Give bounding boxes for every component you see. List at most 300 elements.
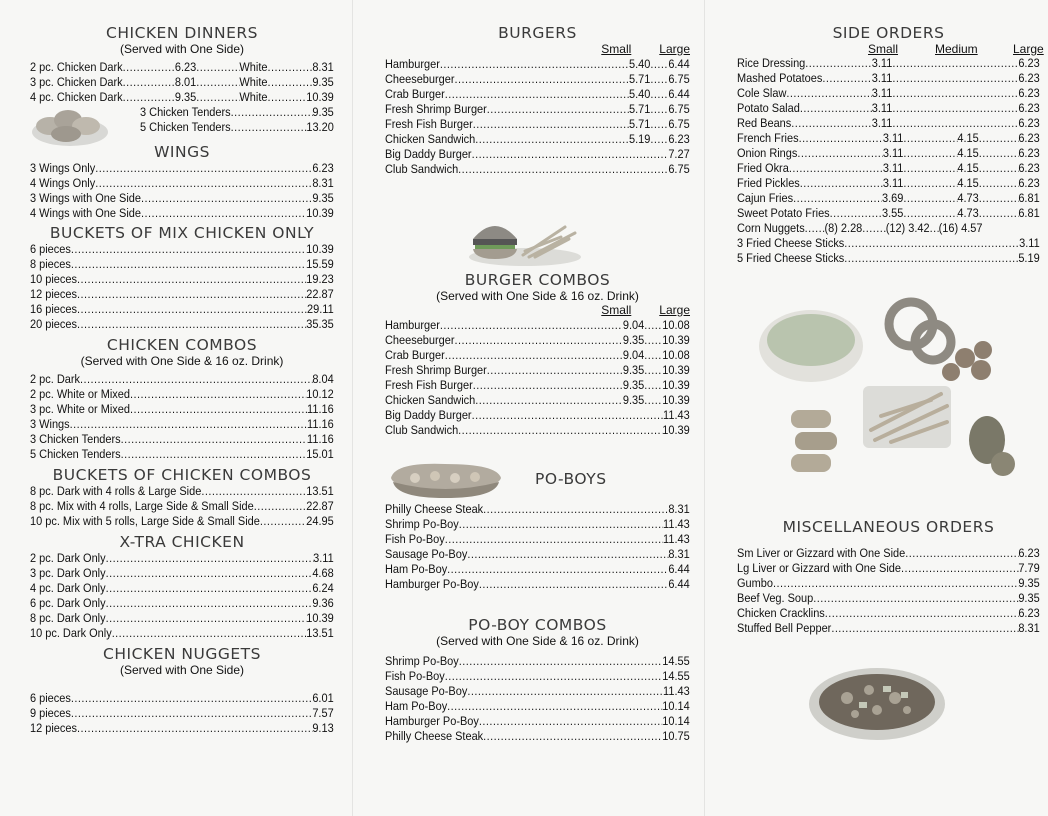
leader-dots xyxy=(196,60,239,75)
item-name: 3 Chicken Tenders xyxy=(30,432,121,446)
item-price: 8.31 xyxy=(312,176,334,190)
item-name: Philly Cheese Steak xyxy=(385,502,484,516)
item-name: 3 Wings xyxy=(30,417,70,431)
small-price: 3.11 xyxy=(882,131,904,145)
menu-item-row xyxy=(737,101,1040,116)
section-title-xtra-chicken: X-TRA CHICKEN xyxy=(119,533,245,551)
leader-dots xyxy=(141,206,306,221)
menu-item-row xyxy=(30,317,334,332)
item-name: Fish Po-Boy xyxy=(385,669,445,683)
side-medium-label: Medium xyxy=(935,42,978,56)
menu-item-row xyxy=(385,363,690,378)
leader-dots xyxy=(979,131,1019,146)
large-price: 6.23 xyxy=(1018,86,1040,100)
large-price: 6.75 xyxy=(668,72,690,86)
item-price: 35.35 xyxy=(306,317,334,331)
menu-item-row xyxy=(385,333,690,348)
item-name: Fish Po-Boy xyxy=(385,532,445,546)
small-price: 5.40 xyxy=(628,87,651,101)
menu-item-row xyxy=(737,116,1040,131)
bucket-combos-list xyxy=(30,484,334,529)
leader-dots xyxy=(123,60,175,75)
item-name: Chicken Cracklins xyxy=(737,606,825,620)
menu-item-row xyxy=(737,621,1040,636)
section-title-wings: WINGS xyxy=(154,143,210,161)
menu-item-row xyxy=(737,546,1040,561)
item-price: 13.20 xyxy=(306,120,334,134)
leader-dots xyxy=(71,257,306,272)
menu-item-row xyxy=(30,161,334,176)
small-price: 5.40 xyxy=(628,57,651,71)
menu-item-row xyxy=(737,251,1040,266)
item-name: Philly Cheese Steak xyxy=(385,729,484,743)
menu-item-row xyxy=(385,393,690,408)
leader-dots xyxy=(862,221,885,236)
burger-combos-small-label: Small xyxy=(601,303,632,317)
item-name: 5 Chicken Tenders xyxy=(30,447,121,461)
leader-dots xyxy=(805,221,825,236)
menu-item-row xyxy=(385,517,690,532)
item-name: French Fries xyxy=(737,131,799,145)
menu-item-row xyxy=(737,131,1040,146)
menu-item-row xyxy=(30,206,334,221)
small-price: 5.71 xyxy=(628,117,651,131)
item-price: 7.79 xyxy=(1018,561,1040,575)
leader-dots xyxy=(459,654,662,669)
item-name: 4 Wings Only xyxy=(30,176,96,190)
large-price: 6.75 xyxy=(668,162,690,176)
item-name: 4 pc. Dark Only xyxy=(30,581,106,595)
item-name: Club Sandwich xyxy=(385,162,459,176)
section-title-nuggets: CHICKEN NUGGETS xyxy=(103,645,261,663)
menu-item-row xyxy=(385,117,690,132)
item-price: 8.04 xyxy=(312,372,334,386)
large-price: 10.39 xyxy=(662,333,690,347)
section-title-side-orders: SIDE ORDERS xyxy=(832,24,945,42)
large-price: 6.81 xyxy=(1018,191,1040,205)
item-price: 5.19 xyxy=(1018,251,1040,265)
menu-item-row xyxy=(385,669,690,684)
leader-dots xyxy=(487,102,629,117)
buckets-list xyxy=(30,242,334,332)
menu-item-row xyxy=(30,272,334,287)
large-price: 10.39 xyxy=(662,378,690,392)
leader-dots xyxy=(473,378,623,393)
item-price: 9.36 xyxy=(312,596,334,610)
menu-item-row xyxy=(385,132,690,147)
item-price: 8.31 xyxy=(1018,621,1040,635)
leader-dots xyxy=(650,132,668,147)
leader-dots xyxy=(793,191,882,206)
leader-dots xyxy=(121,447,307,462)
leader-dots xyxy=(979,206,1019,221)
menu-item-row xyxy=(737,56,1040,71)
leader-dots xyxy=(483,502,668,517)
section-title-burgers: BURGERS xyxy=(498,24,577,42)
item-name: Sweet Potato Fries xyxy=(737,206,830,220)
menu-item-row xyxy=(140,105,334,120)
item-name: Sm Liver or Gizzard with One Side xyxy=(737,546,906,560)
menu-item-row xyxy=(385,547,690,562)
large-price: 6.23 xyxy=(1018,56,1040,70)
item-name: 3 pc. Dark Only xyxy=(30,566,106,580)
item-price: 6.23 xyxy=(312,161,334,175)
leader-dots xyxy=(267,90,306,105)
leader-dots xyxy=(903,176,957,191)
menu-item-row xyxy=(385,87,690,102)
item-name: Gumbo xyxy=(737,576,773,590)
leader-dots xyxy=(650,72,668,87)
item-name: Rice Dressing xyxy=(737,56,806,70)
item-price: 11.16 xyxy=(307,417,334,431)
item-name: Fresh Shrimp Burger xyxy=(385,363,487,377)
leader-dots xyxy=(445,532,663,547)
white-label: White xyxy=(239,90,268,104)
menu-item-row xyxy=(385,562,690,577)
leader-dots xyxy=(773,576,1018,591)
item-name: Cajun Fries xyxy=(737,191,794,205)
item-name: Stuffed Bell Pepper xyxy=(737,621,832,635)
item-price: 13.51 xyxy=(306,484,334,498)
leader-dots xyxy=(196,90,239,105)
section-sub-nuggets: (Served with One Side) xyxy=(119,663,245,677)
menu-item-row xyxy=(385,378,690,393)
item-price: 10.12 xyxy=(306,387,334,401)
leader-dots xyxy=(123,90,175,105)
menu-item-row xyxy=(30,302,334,317)
item-price: 9.35 xyxy=(1018,576,1040,590)
leader-dots xyxy=(479,714,662,729)
menu-item-row xyxy=(737,606,1040,621)
item-name: Mashed Potatoes xyxy=(737,71,823,85)
item-name: Hamburger Po-Boy xyxy=(385,577,479,591)
item-name: 3 Wings Only xyxy=(30,161,96,175)
white-price: 8.31 xyxy=(312,60,334,74)
item-price: 19.23 xyxy=(306,272,334,286)
dark-price: 9.35 xyxy=(174,90,197,104)
leader-dots xyxy=(791,116,872,131)
leader-dots xyxy=(473,117,629,132)
menu-item-row xyxy=(30,596,334,611)
menu-item-row xyxy=(737,86,1040,101)
large-price: 10.08 xyxy=(662,318,690,332)
item-price: 13.51 xyxy=(306,626,334,640)
menu-item-row xyxy=(385,162,690,177)
medium-price: 4.15 xyxy=(957,146,979,160)
item-name: 6 pieces xyxy=(30,691,71,705)
item-name: 5 Fried Cheese Sticks xyxy=(737,251,845,265)
section-sub-chicken-combos: (Served with One Side & 16 oz. Drink) xyxy=(80,354,284,368)
leader-dots xyxy=(267,75,312,90)
leader-dots xyxy=(650,117,668,132)
item-name: 3 pc. White or Mixed xyxy=(30,402,130,416)
item-name: Potato Salad xyxy=(737,101,800,115)
small-price: 9.35 xyxy=(622,363,645,377)
item-name: 3 Wings with One Side xyxy=(30,191,141,205)
item-price: 9.35 xyxy=(312,191,334,205)
menu-item-row xyxy=(385,577,690,592)
leader-dots xyxy=(800,101,872,116)
item-name: 8 pc. Mix with 4 rolls, Large Side & Small Side xyxy=(30,499,254,513)
leader-dots xyxy=(892,116,1018,131)
leader-dots xyxy=(77,721,312,736)
item-price: 3.11 xyxy=(1019,236,1040,250)
chicken-tenders-photo xyxy=(30,102,110,148)
leader-dots xyxy=(121,432,307,447)
menu-item-row xyxy=(385,147,690,162)
leader-dots xyxy=(130,387,306,402)
item-price: 6.44 xyxy=(668,562,690,576)
item-name: 12 pieces xyxy=(30,721,77,735)
leader-dots xyxy=(231,120,307,135)
leader-dots xyxy=(903,161,957,176)
side-orders-list xyxy=(737,56,1040,266)
section-title-misc: MISCELLANEOUS ORDERS xyxy=(782,518,995,536)
item-price: 11.16 xyxy=(307,402,334,416)
large-price: 6.23 xyxy=(1018,146,1040,160)
menu-item-row xyxy=(385,102,690,117)
chicken-combos-list xyxy=(30,372,334,462)
item-name: Shrimp Po-Boy xyxy=(385,654,459,668)
leader-dots xyxy=(892,101,1018,116)
section-title-poboy-combos: PO-BOY COMBOS xyxy=(468,616,607,634)
leader-dots xyxy=(892,86,1018,101)
large-price: 6.75 xyxy=(668,102,690,116)
small-price: 3.69 xyxy=(882,191,904,205)
menu-item-row xyxy=(385,699,690,714)
leader-dots xyxy=(844,236,1019,251)
menu-item-row xyxy=(30,75,334,90)
leader-dots xyxy=(254,499,306,514)
side-large-label: Large xyxy=(1013,42,1044,56)
leader-dots xyxy=(979,146,1019,161)
misc-list xyxy=(737,546,1040,636)
large-price: 6.23 xyxy=(668,132,690,146)
leader-dots xyxy=(201,484,306,499)
xtra-chicken-list xyxy=(30,551,334,641)
large-price: 6.23 xyxy=(1018,161,1040,175)
item-name: 5 Chicken Tenders xyxy=(140,120,231,134)
item-name: Cheeseburger xyxy=(385,333,455,347)
leader-dots xyxy=(123,75,175,90)
leader-dots xyxy=(455,72,629,87)
leader-dots xyxy=(106,596,313,611)
item-name: Lg Liver or Gizzard with One Side xyxy=(737,561,901,575)
menu-item-row xyxy=(30,611,334,626)
dark-price: 6.23 xyxy=(174,60,197,74)
item-name: 4 Wings with One Side xyxy=(30,206,141,220)
leader-dots xyxy=(487,363,623,378)
large-price: 10.39 xyxy=(662,363,690,377)
leader-dots xyxy=(458,162,668,177)
large-price: 7.27 xyxy=(668,147,690,161)
item-name: 10 pc. Mix with 5 rolls, Large Side & Small Side xyxy=(30,514,260,528)
item-name: 2 pc. White or Mixed xyxy=(30,387,130,401)
item-price: 7.57 xyxy=(312,706,334,720)
menu-item-row xyxy=(30,417,334,432)
leader-dots xyxy=(813,591,1018,606)
section-title-burger-combos: BURGER COMBOS xyxy=(464,271,611,289)
menu-item-row xyxy=(30,60,334,75)
leader-dots xyxy=(71,706,312,721)
menu-item-row xyxy=(30,287,334,302)
leader-dots xyxy=(831,621,1018,636)
menu-item-row xyxy=(737,576,1040,591)
item-name: Shrimp Po-Boy xyxy=(385,517,459,531)
leader-dots xyxy=(979,191,1019,206)
menu-item-row xyxy=(385,654,690,669)
item-price: 11.43 xyxy=(663,517,690,531)
item-price: 6.01 xyxy=(312,691,334,705)
item-price: 10.39 xyxy=(306,611,334,625)
leader-dots xyxy=(475,393,623,408)
leader-dots xyxy=(455,333,623,348)
small-price: 5.71 xyxy=(628,102,651,116)
small-price: 3.11 xyxy=(871,101,893,115)
menu-item-row xyxy=(385,72,690,87)
leader-dots xyxy=(440,318,623,333)
nuggets-list xyxy=(30,691,334,736)
item-price: 10.75 xyxy=(662,729,690,743)
small-price: 9.35 xyxy=(622,393,645,407)
item-price: 10.14 xyxy=(662,714,690,728)
item-name: 3 Chicken Tenders xyxy=(140,105,231,119)
item-name: Hamburger xyxy=(385,57,440,71)
menu-item-row xyxy=(737,71,1040,86)
leader-dots xyxy=(789,161,883,176)
item-name: 16 pieces xyxy=(30,302,77,316)
menu-item-row xyxy=(737,176,1040,191)
leader-dots xyxy=(479,577,668,592)
section-sub-burger-combos: (Served with One Side & 16 oz. Drink) xyxy=(436,289,639,303)
medium-price: 4.73 xyxy=(957,191,979,205)
item-name: 8 pc. Dark with 4 rolls & Large Side xyxy=(30,484,202,498)
gumbo-photo xyxy=(807,662,947,742)
menu-item-row xyxy=(140,120,334,135)
menu-item-row xyxy=(385,502,690,517)
leader-dots xyxy=(77,302,307,317)
menu-item-row xyxy=(737,236,1040,251)
dark-price: 8.01 xyxy=(174,75,197,89)
leader-dots xyxy=(445,669,662,684)
item-price: 15.01 xyxy=(306,447,334,461)
menu-item-row xyxy=(30,447,334,462)
menu-item-row xyxy=(385,684,690,699)
item-price: 24.95 xyxy=(306,514,334,528)
wings-list xyxy=(30,161,334,221)
section-title-poboys: PO-BOYS xyxy=(535,470,607,488)
item-name: Fried Okra xyxy=(737,161,789,175)
item-name: Fried Pickles xyxy=(737,176,800,190)
leader-dots xyxy=(903,146,957,161)
leader-dots xyxy=(650,57,668,72)
large-price: 10.39 xyxy=(662,393,690,407)
section-title-bucket-combos: BUCKETS OF CHICKEN COMBOS xyxy=(52,466,312,484)
medium-price: 4.15 xyxy=(957,161,979,175)
item-name: 20 pieces xyxy=(30,317,77,331)
side-size-header xyxy=(737,42,1044,56)
item-name: 10 pieces xyxy=(30,272,77,286)
item-name: 3 pc. Chicken Dark xyxy=(30,75,123,89)
small-price: 9.04 xyxy=(622,348,645,362)
item-price: 22.87 xyxy=(306,287,334,301)
item-name: Chicken Sandwich xyxy=(385,132,476,146)
leader-dots xyxy=(830,206,882,221)
item-price: 29.11 xyxy=(307,302,334,316)
section-sub-poboy-combos: (Served with One Side & 16 oz. Drink) xyxy=(436,634,639,648)
leader-dots xyxy=(979,161,1019,176)
leader-dots xyxy=(71,691,312,706)
column-middle xyxy=(352,0,704,816)
leader-dots xyxy=(786,86,871,101)
small-price: 3.11 xyxy=(882,176,904,190)
large-price: 10.39 xyxy=(662,423,690,437)
item-name: 6 pc. Dark Only xyxy=(30,596,106,610)
small-price: 3.11 xyxy=(882,161,904,175)
poboy-photo xyxy=(385,456,505,502)
menu-item-row xyxy=(737,191,1040,206)
medium-price: 4.15 xyxy=(957,176,979,190)
leader-dots xyxy=(644,393,662,408)
leader-dots xyxy=(483,729,662,744)
menu-item-row xyxy=(737,591,1040,606)
menu-item-row xyxy=(30,499,334,514)
menu-item-row xyxy=(30,242,334,257)
leader-dots xyxy=(472,147,669,162)
leader-dots xyxy=(77,317,306,332)
menu-item-row xyxy=(737,221,1040,236)
leader-dots xyxy=(472,408,663,423)
menu-item-row xyxy=(30,706,334,721)
item-price: 6.23 xyxy=(1018,606,1040,620)
white-label: White xyxy=(239,75,268,89)
menu-item-row xyxy=(30,257,334,272)
leader-dots xyxy=(800,176,883,191)
menu-item-row xyxy=(30,176,334,191)
item-name: Chicken Sandwich xyxy=(385,393,476,407)
medium-price: 4.73 xyxy=(957,206,979,220)
leader-dots xyxy=(130,402,307,417)
item-price: 8.31 xyxy=(668,547,690,561)
poboy-header xyxy=(385,456,690,502)
leader-dots xyxy=(903,206,957,221)
leader-dots xyxy=(71,242,306,257)
price-12: (12) 3.42 xyxy=(885,221,930,235)
item-name: Cole Slaw xyxy=(737,86,787,100)
tenders-list xyxy=(140,105,334,135)
menu-item-row xyxy=(385,423,690,438)
section-title-chicken-combos: CHICKEN COMBOS xyxy=(106,336,258,354)
item-name: Big Daddy Burger xyxy=(385,147,472,161)
item-price: 14.55 xyxy=(662,654,690,668)
menu-item-row xyxy=(30,691,334,706)
leader-dots xyxy=(445,348,623,363)
burger-combos-large-label: Large xyxy=(659,303,690,317)
item-name: Club Sandwich xyxy=(385,423,459,437)
leader-dots xyxy=(644,378,662,393)
item-price: 11.43 xyxy=(663,684,690,698)
menu-item-row xyxy=(30,191,334,206)
leader-dots xyxy=(70,417,307,432)
item-name: 4 pc. Chicken Dark xyxy=(30,90,123,104)
item-name: 2 pc. Dark Only xyxy=(30,551,106,565)
leader-dots xyxy=(644,318,662,333)
large-price: 6.23 xyxy=(1018,176,1040,190)
burgers-size-header xyxy=(385,42,690,57)
leader-dots xyxy=(892,56,1018,71)
item-name: 12 pieces xyxy=(30,287,77,301)
item-price: 9.13 xyxy=(312,721,334,735)
